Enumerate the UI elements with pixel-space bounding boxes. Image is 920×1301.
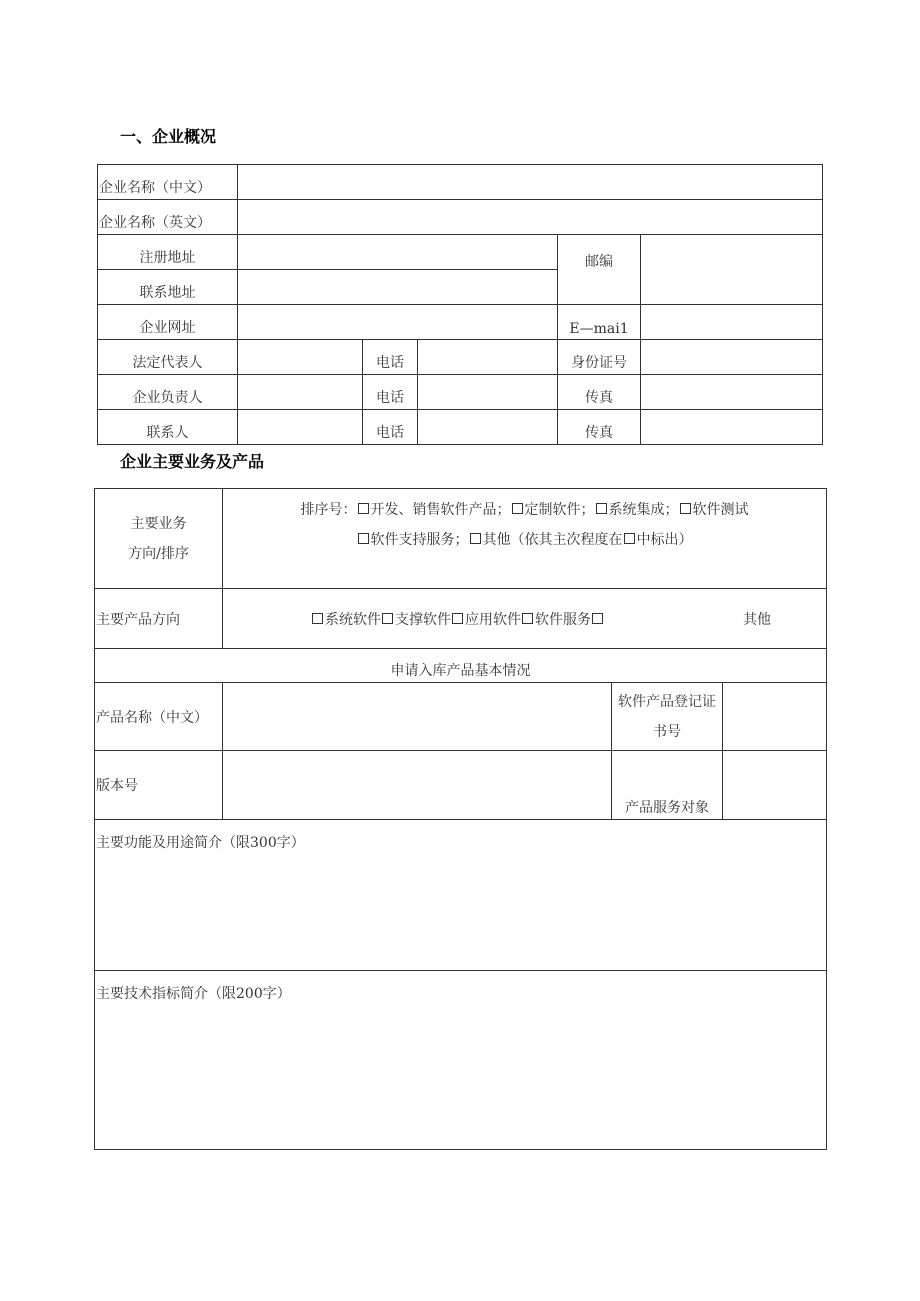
website-field[interactable] bbox=[238, 305, 558, 340]
contact-address-label: 联系地址 bbox=[98, 270, 238, 305]
rank-label: 排序号： bbox=[300, 502, 357, 518]
contact-phone-field[interactable] bbox=[418, 410, 558, 445]
checkbox[interactable] bbox=[452, 613, 463, 624]
version-field[interactable] bbox=[223, 751, 612, 820]
cert-number-label: 软件产品登记证 书号 bbox=[612, 683, 723, 751]
id-number-label: 身份证号 bbox=[558, 340, 641, 375]
function-intro-field[interactable] bbox=[95, 820, 827, 971]
product-name-cn-field[interactable] bbox=[223, 683, 612, 751]
tech-intro-field[interactable] bbox=[95, 971, 827, 1150]
company-name-cn-label: 企业名称（中文） bbox=[98, 165, 238, 200]
checkbox[interactable] bbox=[358, 503, 369, 514]
version-label: 版本号 bbox=[95, 751, 223, 820]
fax-label: 传真 bbox=[558, 375, 641, 410]
business-direction-label: 主要业务 方向/排序 bbox=[95, 489, 223, 589]
checkbox[interactable] bbox=[624, 533, 635, 544]
fax-label: 传真 bbox=[558, 410, 641, 445]
legal-rep-field[interactable] bbox=[238, 340, 363, 375]
function-intro-label: 主要功能及用途简介（限300字） bbox=[96, 835, 305, 851]
phone-label: 电话 bbox=[363, 410, 418, 445]
contact-person-label: 联系人 bbox=[98, 410, 238, 445]
product-name-cn-label: 产品名称（中文） bbox=[95, 683, 223, 751]
checkbox[interactable] bbox=[680, 503, 691, 514]
basic-info-header: 申请入库产品基本情况 bbox=[95, 649, 827, 683]
registered-address-field[interactable] bbox=[238, 235, 558, 270]
manager-phone-field[interactable] bbox=[418, 375, 558, 410]
checkbox[interactable] bbox=[592, 613, 603, 624]
section-title-business: 企业主要业务及产品 bbox=[120, 452, 265, 471]
product-other-label: 其他 bbox=[743, 612, 771, 628]
company-overview-table bbox=[97, 164, 823, 445]
company-name-cn-field[interactable] bbox=[238, 165, 823, 200]
manager-label: 企业负责人 bbox=[98, 375, 238, 410]
product-direction-label: 主要产品方向 bbox=[95, 589, 223, 649]
company-name-en-label: 企业名称（英文） bbox=[98, 200, 238, 235]
email-field[interactable] bbox=[641, 305, 823, 340]
checkbox[interactable] bbox=[470, 533, 481, 544]
contact-fax-field[interactable] bbox=[641, 410, 823, 445]
postcode-field[interactable] bbox=[641, 235, 823, 305]
checkbox[interactable] bbox=[312, 613, 323, 624]
phone-label: 电话 bbox=[363, 340, 418, 375]
manager-field[interactable] bbox=[238, 375, 363, 410]
checkbox[interactable] bbox=[512, 503, 523, 514]
cert-number-field[interactable] bbox=[723, 683, 827, 751]
legal-rep-label: 法定代表人 bbox=[98, 340, 238, 375]
checkbox[interactable] bbox=[358, 533, 369, 544]
business-options: 排序号： 开发、销售软件产品； 定制软件； 系统集成； 软件测试 软件支持服务； 其他（依其主次程度在 中标出） bbox=[223, 489, 827, 589]
company-name-en-field[interactable] bbox=[238, 200, 823, 235]
service-target-label: 产品服务对象 bbox=[612, 751, 723, 820]
phone-label: 电话 bbox=[363, 375, 418, 410]
website-label: 企业网址 bbox=[98, 305, 238, 340]
registered-address-label: 注册地址 bbox=[98, 235, 238, 270]
manager-fax-field[interactable] bbox=[641, 375, 823, 410]
id-number-field[interactable] bbox=[641, 340, 823, 375]
section-title-overview: 一、企业概况 bbox=[120, 127, 217, 146]
tech-intro-label: 主要技术指标简介（限200字） bbox=[96, 986, 291, 1002]
legal-rep-phone-field[interactable] bbox=[418, 340, 558, 375]
postcode-label: 邮编 bbox=[558, 235, 641, 305]
checkbox[interactable] bbox=[382, 613, 393, 624]
service-target-field[interactable] bbox=[723, 751, 827, 820]
contact-person-field[interactable] bbox=[238, 410, 363, 445]
business-products-table bbox=[94, 488, 827, 1150]
email-label: E—mai1 bbox=[558, 305, 641, 340]
checkbox[interactable] bbox=[596, 503, 607, 514]
checkbox[interactable] bbox=[522, 613, 533, 624]
contact-address-field[interactable] bbox=[238, 270, 558, 305]
product-direction-options: 系统软件 支撑软件 应用软件 软件服务 其他 bbox=[223, 589, 827, 649]
